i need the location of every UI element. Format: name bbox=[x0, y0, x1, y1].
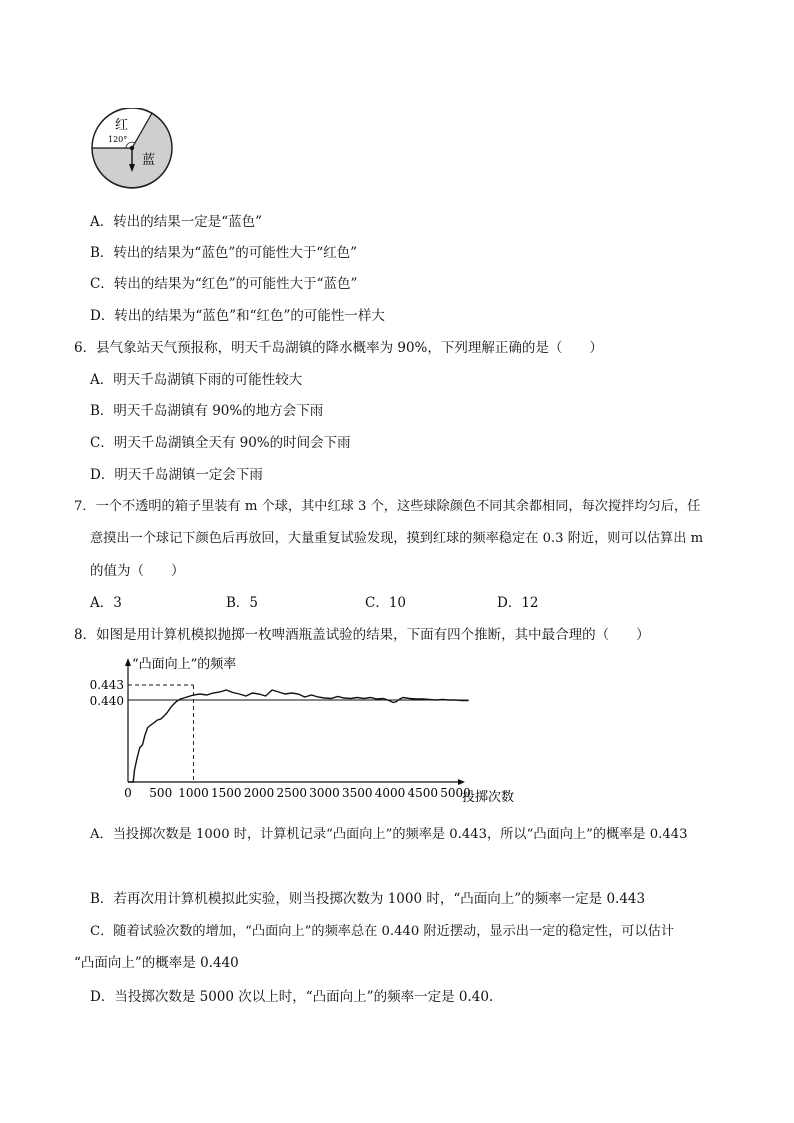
q5-option-d: D．转出的结果为“蓝色”和“红色”的可能性一样大 bbox=[90, 308, 385, 324]
x-tick-label: 5000 bbox=[440, 786, 471, 800]
x-tick-label: 1500 bbox=[210, 786, 242, 800]
q8-option-a: A．当投掷次数是 1000 时，计算机记录“凸面向上”的频率是 0.443，所以“凸面向上”的概率是 0.443 bbox=[90, 827, 688, 842]
frequency-series-line bbox=[128, 690, 469, 782]
q5-option-a: A．转出的结果一定是“蓝色” bbox=[90, 214, 263, 230]
q7-stem-line2: 意摸出一个球记下颜色后再放回，大量重复试验发现，摸到红球的频率稳定在 0.3 附近，则可以估算出 m bbox=[90, 531, 704, 546]
x-tick-label: 1000 bbox=[178, 786, 209, 800]
frequency-chart bbox=[80, 652, 530, 812]
q6-option-d: D．明天千岛湖镇一定会下雨 bbox=[90, 467, 263, 483]
q6-option-b: B．明天千岛湖镇有 90%的地方会下雨 bbox=[90, 403, 324, 419]
x-axis-label: 投掷次数 bbox=[462, 790, 515, 805]
q8-option-c-cont: “凸面向上”的概率是 0.440 bbox=[74, 955, 239, 971]
q7-stem-line1: 7．一个不透明的箱子里装有 m 个球，其中红球 3 个，这些球除颜色不同其余都相同，每次搅拌均匀后，任 bbox=[74, 499, 701, 514]
x-tick-label: 4500 bbox=[407, 786, 439, 800]
y-axis-arrow bbox=[125, 658, 131, 666]
x-tick-label: 3500 bbox=[341, 786, 373, 800]
q7-option-a: A．3 bbox=[90, 595, 122, 611]
x-tick-label: 4000 bbox=[374, 786, 406, 800]
spinner-angle-label: 120° bbox=[108, 135, 128, 144]
x-tick-label: 0 bbox=[124, 786, 132, 800]
spinner-red-label: 红 bbox=[115, 118, 129, 133]
y-axis-label: “凸面向上”的频率 bbox=[132, 657, 237, 672]
y-tick-label: 0.440 bbox=[89, 694, 124, 708]
q6-option-c: C．明天千岛湖镇全天有 90%的时间会下雨 bbox=[90, 435, 351, 451]
x-tick-label: 2000 bbox=[243, 786, 275, 800]
x-tick-label: 500 bbox=[149, 786, 173, 800]
x-tick-label: 3000 bbox=[309, 786, 340, 800]
q7-option-b: B．5 bbox=[226, 595, 259, 611]
y-tick-label: 0.443 bbox=[89, 678, 124, 692]
q7-option-d: D．12 bbox=[497, 595, 539, 611]
x-tick-label: 2500 bbox=[276, 786, 308, 800]
q8-option-d: D．当投掷次数是 5000 次以上时，“凸面向上”的频率一定是 0.40. bbox=[90, 989, 494, 1005]
q5-option-c: C．转出的结果为“红色”的可能性大于“蓝色” bbox=[90, 276, 358, 292]
spinner-figure bbox=[88, 108, 178, 192]
x-axis-arrow bbox=[458, 779, 465, 785]
q7-stem-line3: 的值为（ ） bbox=[90, 563, 185, 579]
q5-option-b: B．转出的结果为“蓝色”的可能性大于“红色” bbox=[90, 245, 358, 261]
spinner-blue-label: 蓝 bbox=[142, 153, 156, 168]
q6-stem: 6．县气象站天气预报称，明天千岛湖镇的降水概率为 90%，下列理解正确的是（ ） bbox=[74, 340, 603, 356]
q8-option-c: C．随着试验次数的增加，“凸面向上”的频率总在 0.440 附近摆动，显示出一定的稳定性，可以估计 bbox=[90, 924, 675, 939]
q8-option-b: B．若再次用计算机模拟此实验，则当投掷次数为 1000 时，“凸面向上”的频率一定是 0.443 bbox=[90, 891, 646, 907]
q8-stem: 8．如图是用计算机模拟抛掷一枚啤酒瓶盖试验的结果，下面有四个推断，其中最合理的（ ） bbox=[74, 627, 650, 643]
q7-option-c: C．10 bbox=[365, 595, 407, 611]
q6-option-a: A．明天千岛湖镇下雨的可能性较大 bbox=[90, 372, 303, 388]
